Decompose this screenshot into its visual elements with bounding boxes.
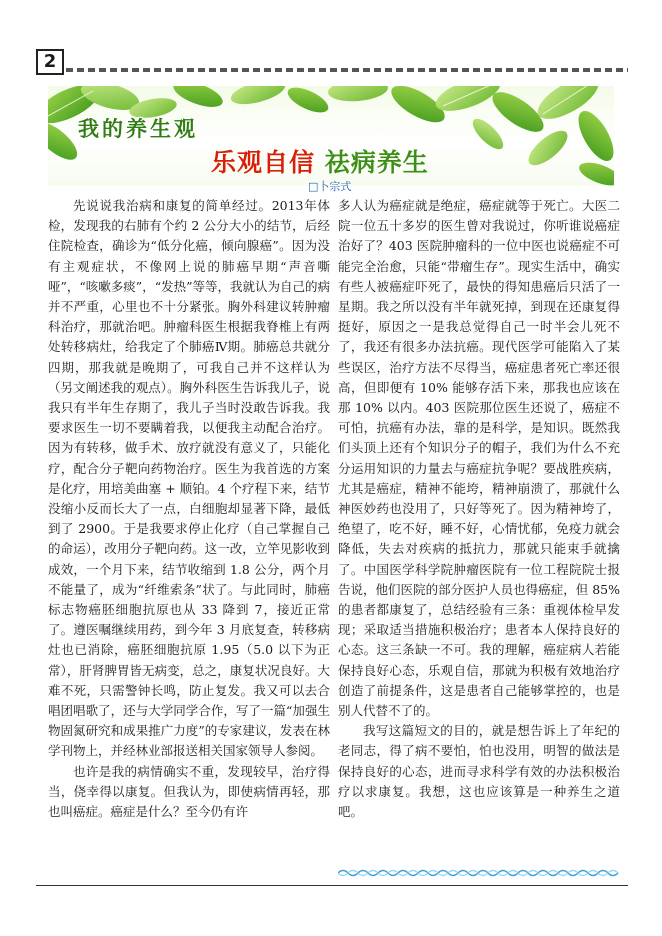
page-number: 2 bbox=[36, 49, 64, 75]
title-red-part: 乐观自信 bbox=[211, 148, 316, 177]
paragraph: 我写这篇短文的目的，就是想告诉上了年纪的老同志，得了病不要怕，怕也没用，明智的做法是保持良好的心态，进而寻求科学有效的办法积极治疗以求康复。我想，这也应该算是一种养生之道吧。 bbox=[338, 723, 620, 820]
article-title-line2 bbox=[211, 143, 429, 179]
header-dash-line bbox=[66, 68, 628, 72]
paragraph: 也许是我的病情确实不重，发现较早，治疗得当，侥幸得以康复。但我认为，即使病情再轻，那也叫癌症。癌症是什么？至今仍有许 bbox=[48, 763, 330, 820]
author-byline: □卜宗式 bbox=[308, 180, 352, 193]
footer-rule bbox=[36, 885, 628, 886]
article-title-line1: 我的养生观 bbox=[78, 117, 198, 141]
paragraph: 多人认为癌症就是绝症，癌症就等于死亡。大医二院一位五十多岁的医生曾对我说过，你听谁说癌症治好了？403 医院肿瘤科的一位中医也说癌症不可能完全治愈，只能“带瘤生存”。现实生活中，确实有些人被癌症吓死了，最快的得知患癌后只活了一星期。我之所以没有半年就死掉，到现在还康复得挺好，原因之一是我总觉得自己一时半会儿死不了，我还有很多办法抗癌。现代医学可能陷入了某些误区，治疗方法不尽得当，癌症患者死亡率还很高，但即便有 10% 能够存活下来，那我也应该在那 10% 以内。403 医院那位医生还说了，癌症不可怕，抗癌有办法，靠的是科学，是知识。既然我们头顶上还有个知识分子的帽子，我们为什么不充分运用知识的力量去与癌症抗争呢？要战胜疾病，尤其是癌症，精神不能垮，精神崩溃了，那就什么神医妙药也没用了，只好等死了。因为精神垮了，绝望了，吃不好，睡不好，心情忧郁，免疫力就会降低，失去对疾病的抵抗力，那就只能束手就擒了。中国医学科学院肿瘤医院有一位工程院院士报告说，他们医院的部分医护人员也得癌症，但 85% 的患者都康复了，总结经验有三条：重视体检早发现；采取适当措施积极治疗；患者本人保持良好的心态。这三条缺一不可。我的理解，癌症病人若能保持良好心态，乐观自信，那就为积极有效地治疗创造了前提条件，这是患者自己能够掌控的，也是别人代替不了的。 bbox=[338, 198, 620, 719]
paragraph: 先说说我治病和康复的简单经过。2013年体检，发现我的右肺有个约 2 公分大小的结节，后经住院检查，确诊为“低分化癌，倾向腺癌”。因为没有主观症状，不像网上说的肺癌早期“声音嘶哑”，“咳嗽多痰”，“发热”等等，我就认为自己的病并不严重，心里也不十分紧张。胸外科建议转肿瘤科治疗，那就治吧。肿瘤科医生根据我脊椎上有两处转移病灶，给我定了个肺癌Ⅳ期。肺癌总共就分四期，那我就是晚期了，可我自己并不这样认为（另文阐述我的观点）。胸外科医生告诉我儿子，说我只有半年生存期了，我儿子当时没敢告诉我。我要求医生一切不要瞒着我，以便我主动配合治疗。因为有转移，做手术、放疗就没有意义了，只能化疗，配合分子靶向药物治疗。医生为我首选的方案是化疗，用培美曲塞 + 顺铂。4 个疗程下来，结节没缩小反而长大了一点，白细胞却显著下降，最低到了 2900。于是我要求停止化疗（自己掌握自己的命运），改用分子靶向药。这一改，立竿见影收到成效，一个月下来，结节收缩到 1.8 公分，两个月不能量了，成为“纤维索条”状了。与此同时，肺癌标志物癌胚细胞抗原也从 33 降到 7，接近正常了。遵医嘱继续用药，到今年 3 月底复查，转移病灶也已消除，癌胚细胞抗原 1.95（5.0 以下为正常），肝肾脾胃皆无病变，总之，康复状况良好。大难不死，只需警钟长鸣，防止复发。我又可以去合唱团唱歌了，还与大学同学合作，写了一篇“加强生物固氮研究和成果推广力度”的专家建议，发表在林学刊物上，并经林业部报送相关国家领导人参阅。 bbox=[48, 198, 330, 759]
article-column-right bbox=[338, 196, 620, 822]
title-green-part: 祛病养生 bbox=[324, 148, 429, 177]
article-column-left bbox=[48, 196, 330, 822]
end-ornament bbox=[338, 868, 620, 878]
